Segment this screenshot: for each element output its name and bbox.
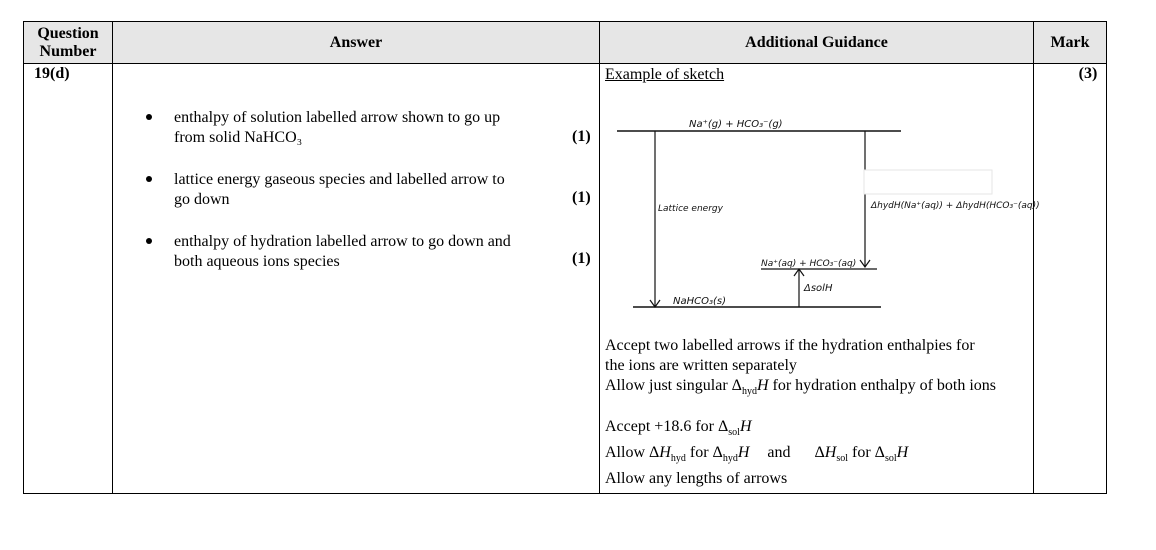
guidance-line: Allow just singular $\Delta_{hyd}H$ for hydration enthalpy of both ions xyxy=(605,377,997,398)
answer-text: enthalpy of hydration labelled arrow to go down and xyxy=(174,233,511,250)
hydration-enthalpy-label: ΔhydH(Na⁺(aq)) + ΔhydH(HCO₃⁻(aq)) xyxy=(871,201,1040,211)
bullet-icon xyxy=(146,238,152,244)
lattice-energy-label: Lattice energy xyxy=(658,204,723,214)
answer-text: lattice energy gaseous species and labelled arrow to xyxy=(174,171,505,188)
top-species-label: Na⁺(g) + HCO₃⁻(g) xyxy=(689,119,783,130)
guidance-allow-notation xyxy=(605,417,1025,489)
answer-text: enthalpy of solution labelled arrow shown to go up xyxy=(174,109,501,126)
enthalpy-cycle-sketch xyxy=(607,95,1040,316)
answer-text: go down xyxy=(174,191,230,208)
solution-enthalpy-label: ΔsolH xyxy=(804,283,833,294)
answer-mark: (1) xyxy=(572,189,591,206)
header-mark: Mark xyxy=(1050,34,1090,51)
guidance-line: Accept +18.6 for $\Delta_{sol}H$ xyxy=(605,418,752,439)
total-mark: (3) xyxy=(1078,65,1098,82)
answer-mark: (1) xyxy=(572,250,591,267)
bullet-icon xyxy=(146,114,152,120)
answer-mark: (1) xyxy=(572,128,591,145)
header-answer: Answer xyxy=(329,34,383,51)
question-number: 19(d) xyxy=(34,65,70,82)
blank-box xyxy=(864,170,992,194)
guidance-line: the ions are written separately xyxy=(605,357,797,374)
guidance-line: Allow $\Delta H_{hyd}$ for $\Delta_{hyd}H$ and $\Delta H_{sol}$ for $\Delta_{sol}H$ xyxy=(605,444,909,465)
guidance-line: Accept two labelled arrows if the hydration enthalpies for xyxy=(605,337,975,354)
header-question-number: Question Number xyxy=(37,25,99,60)
column-divider xyxy=(112,22,113,493)
header-additional-guidance: Additional Guidance xyxy=(745,34,888,51)
column-divider xyxy=(1033,22,1034,493)
bullet-icon xyxy=(146,176,152,182)
solid-species-label: NaHCO₃(s) xyxy=(673,296,727,307)
guidance-accept-arrows xyxy=(605,336,1025,402)
column-divider xyxy=(599,22,600,493)
answer-text: both aqueous ions species xyxy=(174,253,340,270)
example-sketch-title: Example of sketch xyxy=(605,66,725,83)
guidance-line: Allow any lengths of arrows xyxy=(605,470,788,488)
answer-text: from solid NaHCO₃ xyxy=(174,129,303,146)
aqueous-species-label: Na⁺(aq) + HCO₃⁻(aq) xyxy=(761,259,857,269)
